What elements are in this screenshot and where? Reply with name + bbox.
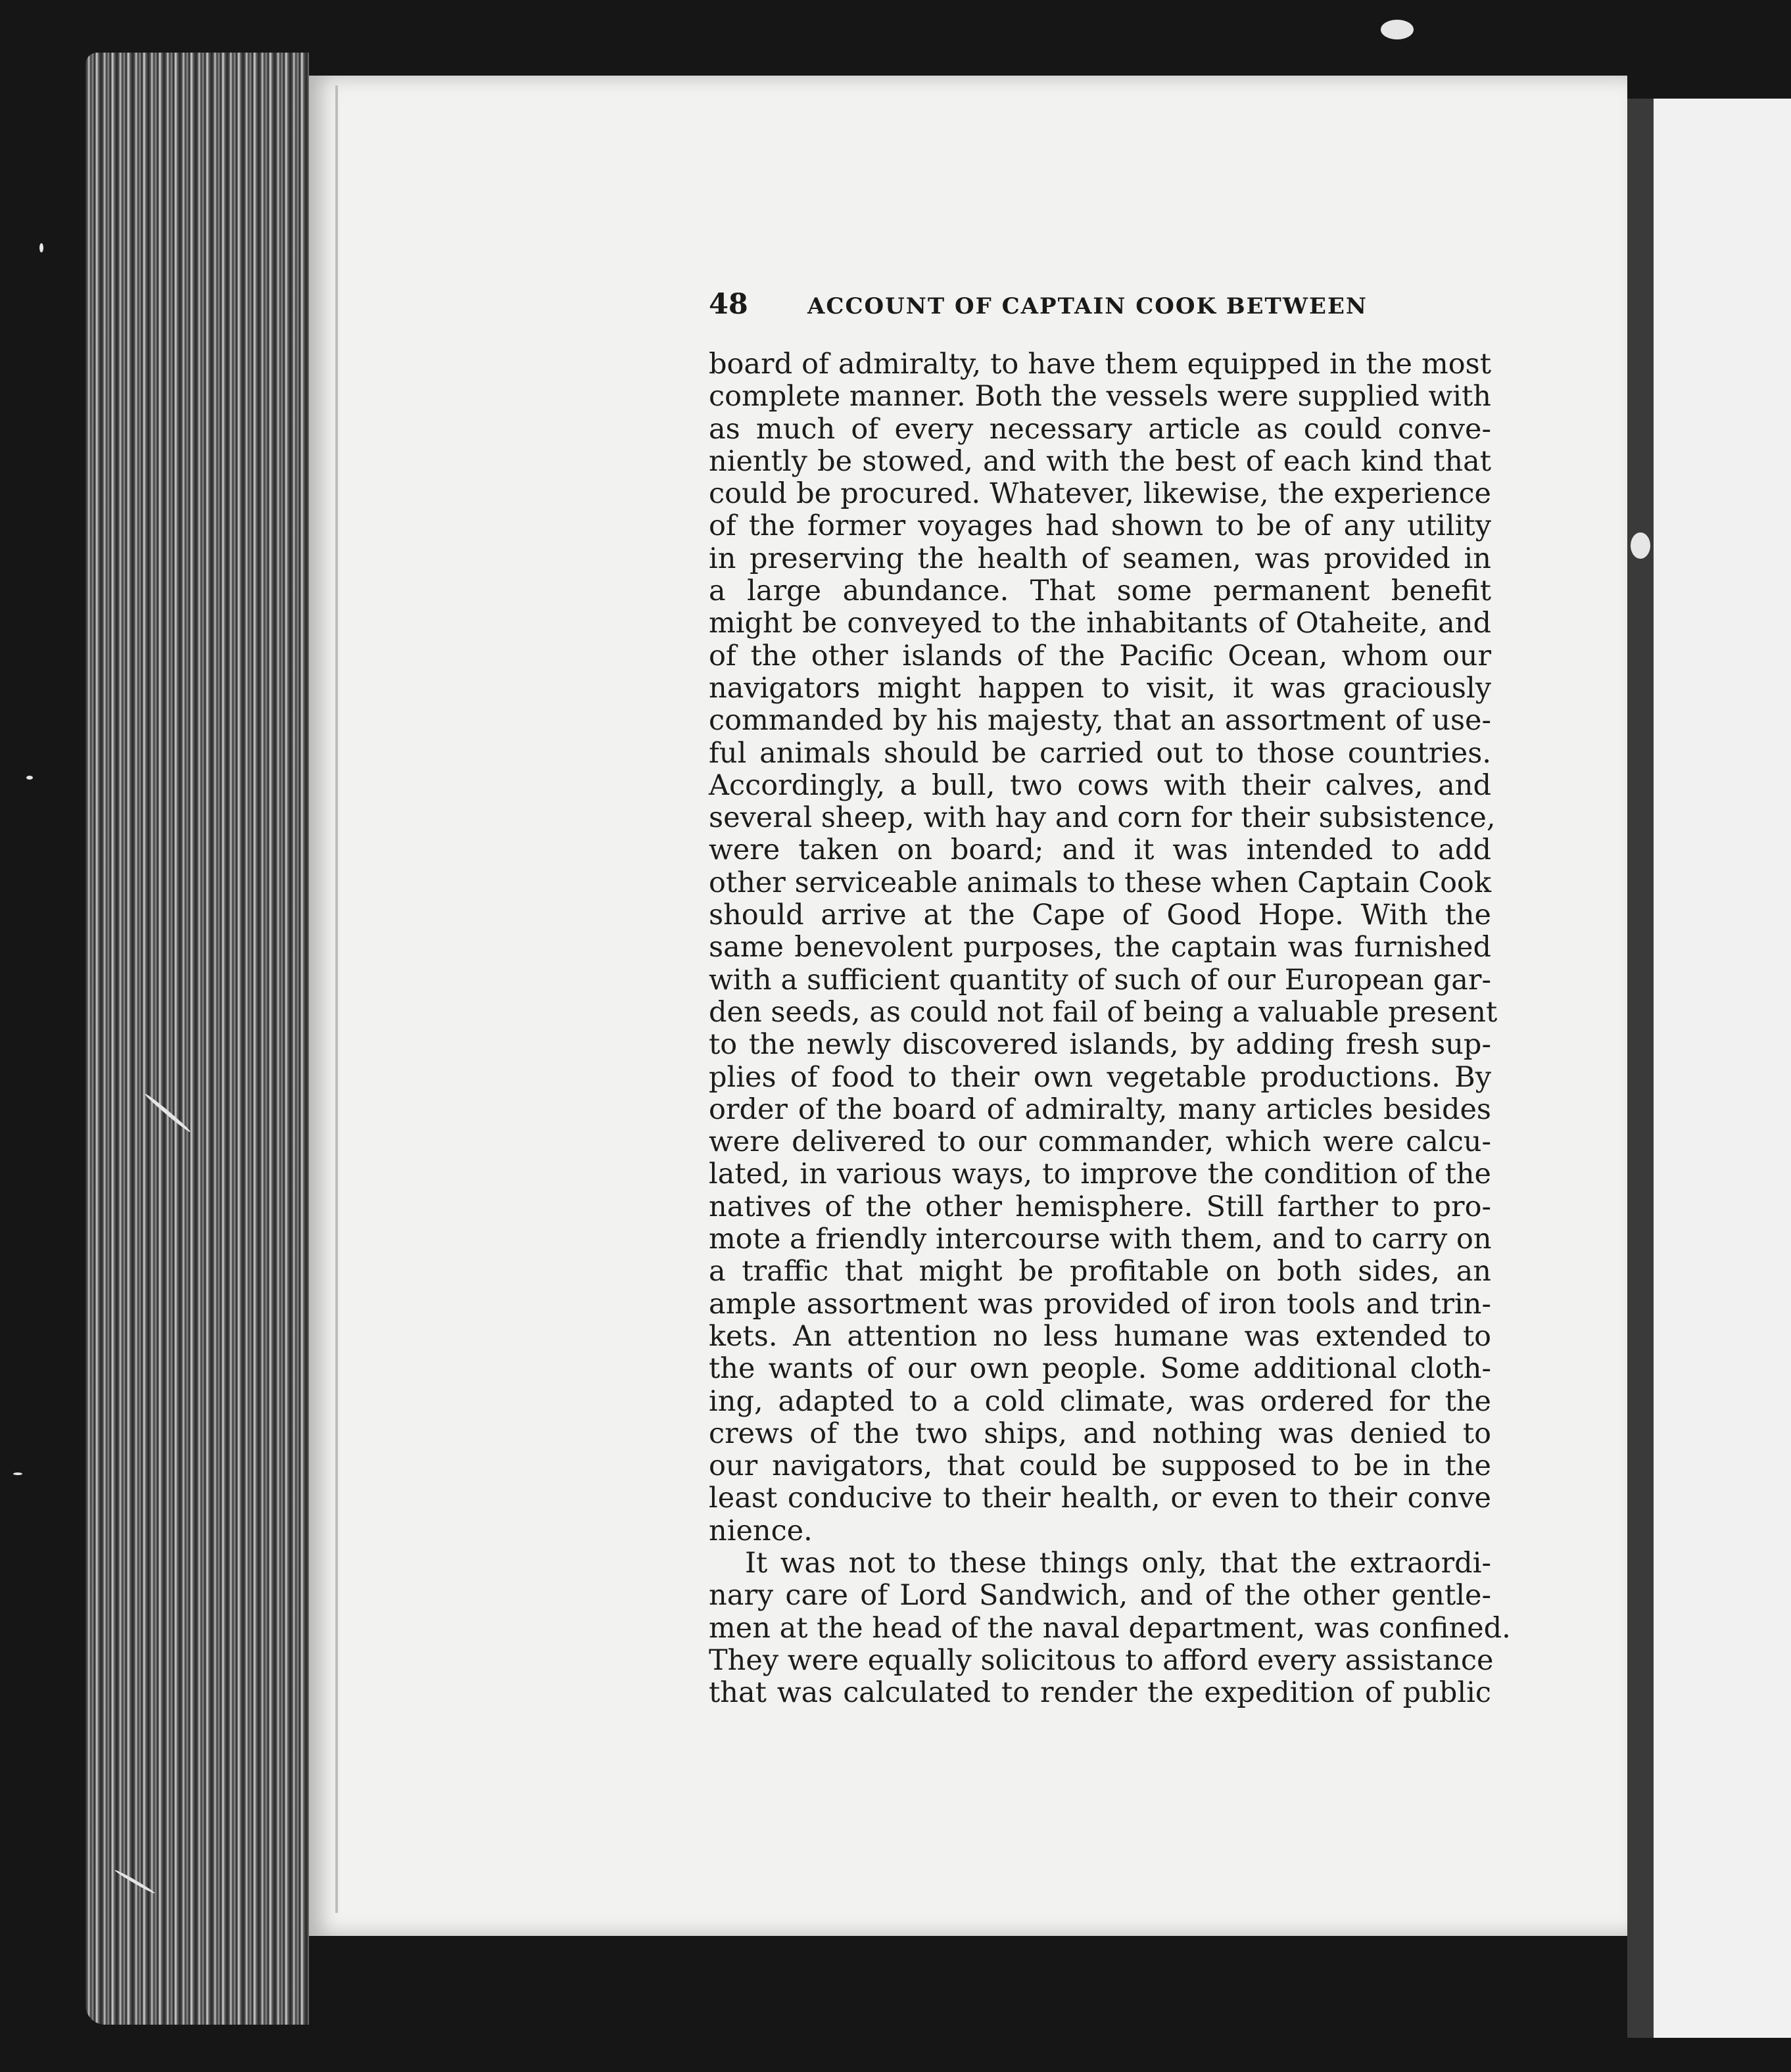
text-line: of the former voyages had shown to be of any utility [709, 509, 1491, 543]
text-line: navigators might happen to visit, it was graciously [709, 671, 1491, 705]
text-line: with a sufficient quantity of such of our European gar- [709, 963, 1491, 997]
text-line: order of the board of admiralty, many articles besides [709, 1093, 1491, 1126]
page-number: 48 [709, 288, 748, 321]
text-line: commanded by his majesty, that an assortment of use- [709, 704, 1491, 738]
book-gutter [1627, 99, 1654, 2038]
text-line: ample assortment was provided of iron tools and trin- [709, 1287, 1491, 1321]
text-line: crews of the two ships, and nothing was denied to [709, 1417, 1491, 1450]
running-head-title: ACCOUNT OF CAPTAIN COOK BETWEEN [807, 293, 1368, 319]
text-line: board of admiralty, to have them equipped in the most [709, 348, 1491, 381]
text-line: to the newly discovered islands, by adding fresh sup- [709, 1028, 1491, 1062]
paragraph-2 [709, 1546, 1511, 1710]
text-line: that was calculated to render the expedition of public [709, 1676, 1491, 1710]
text-line: should arrive at the Cape of Good Hope. With the [709, 899, 1491, 932]
book-page-edges [85, 53, 309, 2025]
text-line: lated, in various ways, to improve the condition of the [709, 1158, 1491, 1191]
text-line: men at the head of the naval department, was confined. [709, 1611, 1511, 1645]
text-line: a traffic that might be profitable on both sides, an [709, 1255, 1491, 1288]
text-line: nience. [709, 1514, 813, 1547]
text-line: were delivered to our commander, which were calcu- [709, 1125, 1491, 1159]
text-line: the wants of our own people. Some additional cloth- [709, 1352, 1491, 1386]
text-line: several sheep, with hay and corn for their subsistence, [709, 801, 1496, 835]
text-line: other serviceable animals to these when Captain Cook [709, 866, 1491, 899]
text-line: in preserving the health of seamen, was provided in [709, 542, 1491, 575]
text-line: of the other islands of the Pacific Ocean, whom our [709, 639, 1491, 672]
text-line: nary care of Lord Sandwich, and of the other gentle- [709, 1579, 1491, 1613]
text-line: could be procured. Whatever, likewise, the experience [709, 477, 1491, 511]
page-margin-line [335, 85, 338, 1913]
text-line: ing, adapted to a cold climate, was ordered for the [709, 1384, 1491, 1418]
text-line: might be conveyed to the inhabitants of Otaheite, and [709, 607, 1491, 640]
page-body-text [709, 348, 1511, 1710]
text-line: were taken on board; and it was intended to add [709, 834, 1491, 867]
text-line: plies of food to their own vegetable productions. By [709, 1060, 1491, 1094]
text-line: our navigators, that could be supposed to be in the [709, 1449, 1491, 1483]
text-line: It was not to these things only, that the extraordi- [745, 1546, 1491, 1580]
text-line: a large abundance. That some permanent benefit [709, 575, 1491, 608]
text-line: They were equally solicitous to afford every assistance [709, 1643, 1494, 1677]
text-line: least conducive to their health, or even to their conve [709, 1482, 1491, 1515]
paragraph-1 [709, 348, 1498, 1547]
right-page-edge [1654, 99, 1791, 2038]
text-line: natives of the other hemisphere. Still farther to pro- [709, 1190, 1491, 1223]
text-line: as much of every necessary article as could conve- [709, 412, 1491, 446]
text-line: den seeds, as could not fail of being a valuable present [709, 995, 1498, 1029]
text-line: Accordingly, a bull, two cows with their calves, and [709, 768, 1491, 802]
text-line: ful animals should be carried out to those countries. [709, 736, 1491, 770]
text-line: same benevolent purposes, the captain was furnished [709, 931, 1491, 964]
text-line: niently be stowed, and with the best of each kind that [709, 444, 1491, 478]
text-line: mote a friendly intercourse with them, and to carry on [709, 1223, 1492, 1256]
text-line: complete manner. Both the vessels were supplied with [709, 380, 1491, 413]
running-header [709, 288, 1399, 321]
text-line: kets. An attention no less humane was extended to [709, 1319, 1491, 1353]
